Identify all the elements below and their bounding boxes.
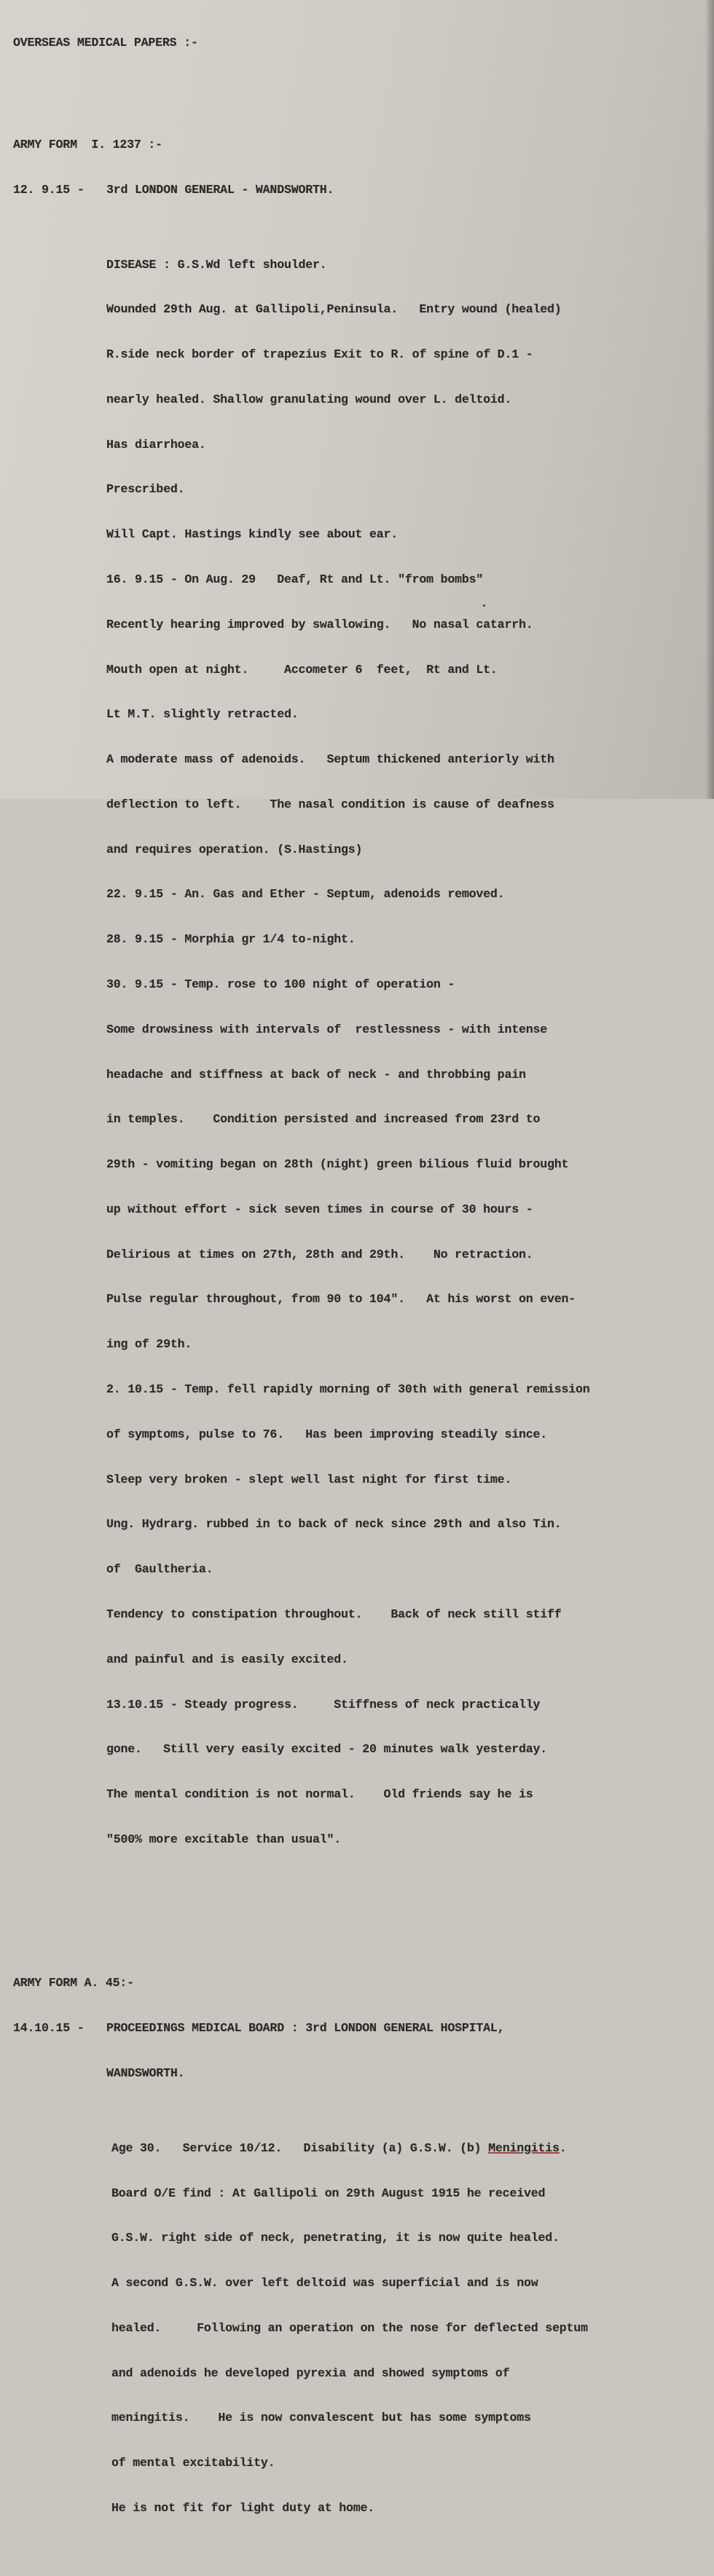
ink-speck — [483, 604, 485, 607]
entry-line: 13.10.15 - Steady progress. Stiffness of neck practically — [106, 1697, 541, 1712]
form1-title: ARMY FORM I. 1237 :- — [13, 137, 162, 151]
form1-entries — [13, 227, 711, 1877]
entry-line: He is not fit for light duty at home. — [111, 2500, 375, 2515]
form2-date-line — [13, 2021, 711, 2036]
entry-line: of Gaultheria. — [106, 1562, 213, 1577]
entry-line: "500% more excitable than usual". — [106, 1832, 342, 1846]
entry-line: Sleep very broken - slept well last night for first time. — [106, 1472, 512, 1486]
document-header: OVERSEAS MEDICAL PAPERS :- — [13, 36, 198, 50]
entry-line: A second G.S.W. over left deltoid was superficial and is now — [111, 2276, 538, 2291]
entry-line: ing of 29th. — [106, 1337, 192, 1352]
entry-line: meningitis. He is now convalescent but has some symptoms — [111, 2411, 531, 2425]
entry-line: headache and stiffness at back of neck - and throbbing pain — [106, 1067, 526, 1082]
entry-line: in temples. Condition persisted and increased from 23rd to — [106, 1112, 541, 1127]
entry-line: G.S.W. right side of neck, penetrating, it is now quite healed. — [111, 2231, 560, 2245]
entry-line: A moderate mass of adenoids. Septum thickened anteriorly with — [106, 752, 554, 767]
entry-line: Board O/E find : At Gallipoli on 29th August 1915 he received — [111, 2186, 546, 2200]
form1-date-line — [13, 183, 711, 198]
entry-line: 29th - vomiting began on 28th (night) green bilious fluid brought — [106, 1157, 569, 1172]
entry-line: up without effort - sick seven times in course of 30 hours - — [106, 1202, 533, 1216]
entry-line: R.side neck border of trapezius Exit to R. of spine of D.1 - — [106, 347, 533, 362]
form2-location: WANDSWORTH. — [106, 2065, 185, 2080]
disability-line — [13, 2141, 711, 2156]
form2-entries — [13, 2111, 711, 2546]
entry-line: 30. 9.15 - Temp. rose to 100 night of operation - — [106, 977, 455, 991]
entry-line: of symptoms, pulse to 76. Has been improving steadily since. — [106, 1427, 547, 1441]
entry-line: Some drowsiness with intervals of restlessness - with intense — [106, 1022, 547, 1036]
form2-title: ARMY FORM A. 45:- — [13, 1976, 134, 1990]
entry-line: and adenoids he developed pyrexia and showed symptoms of — [111, 2366, 510, 2380]
entry-line: Delirious at times on 27th, 28th and 29th. No retraction. — [106, 1247, 533, 1261]
entry-line: gone. Still very easily excited - 20 minutes walk yesterday. — [106, 1742, 547, 1757]
form1-hospital: 3rd LONDON GENERAL - WANDSWORTH. — [106, 182, 334, 197]
entry-line: Prescribed. — [106, 482, 185, 497]
entry-line: of mental excitability. — [111, 2456, 275, 2470]
entry-line: Wounded 29th Aug. at Gallipoli,Peninsula. Entry wound (healed) — [106, 302, 562, 317]
entry-line: 28. 9.15 - Morphia gr 1/4 to-night. — [106, 932, 356, 947]
entry-line: healed. Following an operation on the nose for deflected septum — [111, 2320, 588, 2335]
entry-line: Tendency to constipation throughout. Back of neck still stiff — [106, 1607, 562, 1621]
entry-line: 22. 9.15 - An. Gas and Ether - Septum, adenoids removed. — [106, 887, 505, 902]
disability-prefix: Age 30. Service 10/12. Disability (a) G.S.W. (b) — [111, 2140, 489, 2155]
form1-date: 12. 9.15 - — [13, 182, 85, 197]
page-edge-shadow — [705, 0, 714, 799]
disability-suffix: . — [559, 2140, 567, 2155]
entry-line: Mouth open at night. Accometer 6 feet, Rt and Lt. — [106, 662, 498, 677]
form2-board: PROCEEDINGS MEDICAL BOARD : 3rd LONDON GENERAL HOSPITAL, — [106, 2020, 505, 2035]
entry-line: 16. 9.15 - On Aug. 29 Deaf, Rt and Lt. "from bombs" — [106, 572, 484, 586]
entry-line: The mental condition is not normal. Old friends say he is — [106, 1787, 533, 1802]
meningitis-underlined: Meningitis — [488, 2140, 560, 2155]
entry-line: Pulse regular throughout, from 90 to 104". At his worst on even- — [106, 1292, 576, 1307]
entry-line: and requires operation. (S.Hastings) — [106, 842, 363, 856]
entry-line: Lt M.T. slightly retracted. — [106, 707, 299, 722]
entry-line: Ung. Hydrarg. rubbed in to back of neck since 29th and also Tin. — [106, 1517, 562, 1532]
entry-line: Will Capt. Hastings kindly see about ear. — [106, 527, 399, 542]
form2-date: 14.10.15 - — [13, 2020, 85, 2035]
typed-record — [13, 6, 711, 2576]
entry-line: Has diarrhoea. — [106, 437, 206, 452]
entry-line: and painful and is easily excited. — [106, 1652, 348, 1666]
entry-line: nearly healed. Shallow granulating wound over L. deltoid. — [106, 392, 512, 406]
entry-line: 2. 10.15 - Temp. fell rapidly morning of 30th with general remission — [106, 1382, 590, 1397]
entry-line: Recently hearing improved by swallowing. No nasal catarrh. — [106, 617, 533, 631]
entry-line: DISEASE : G.S.Wd left shoulder. — [106, 257, 327, 272]
entry-line: deflection to left. The nasal condition is cause of deafness — [106, 797, 554, 811]
